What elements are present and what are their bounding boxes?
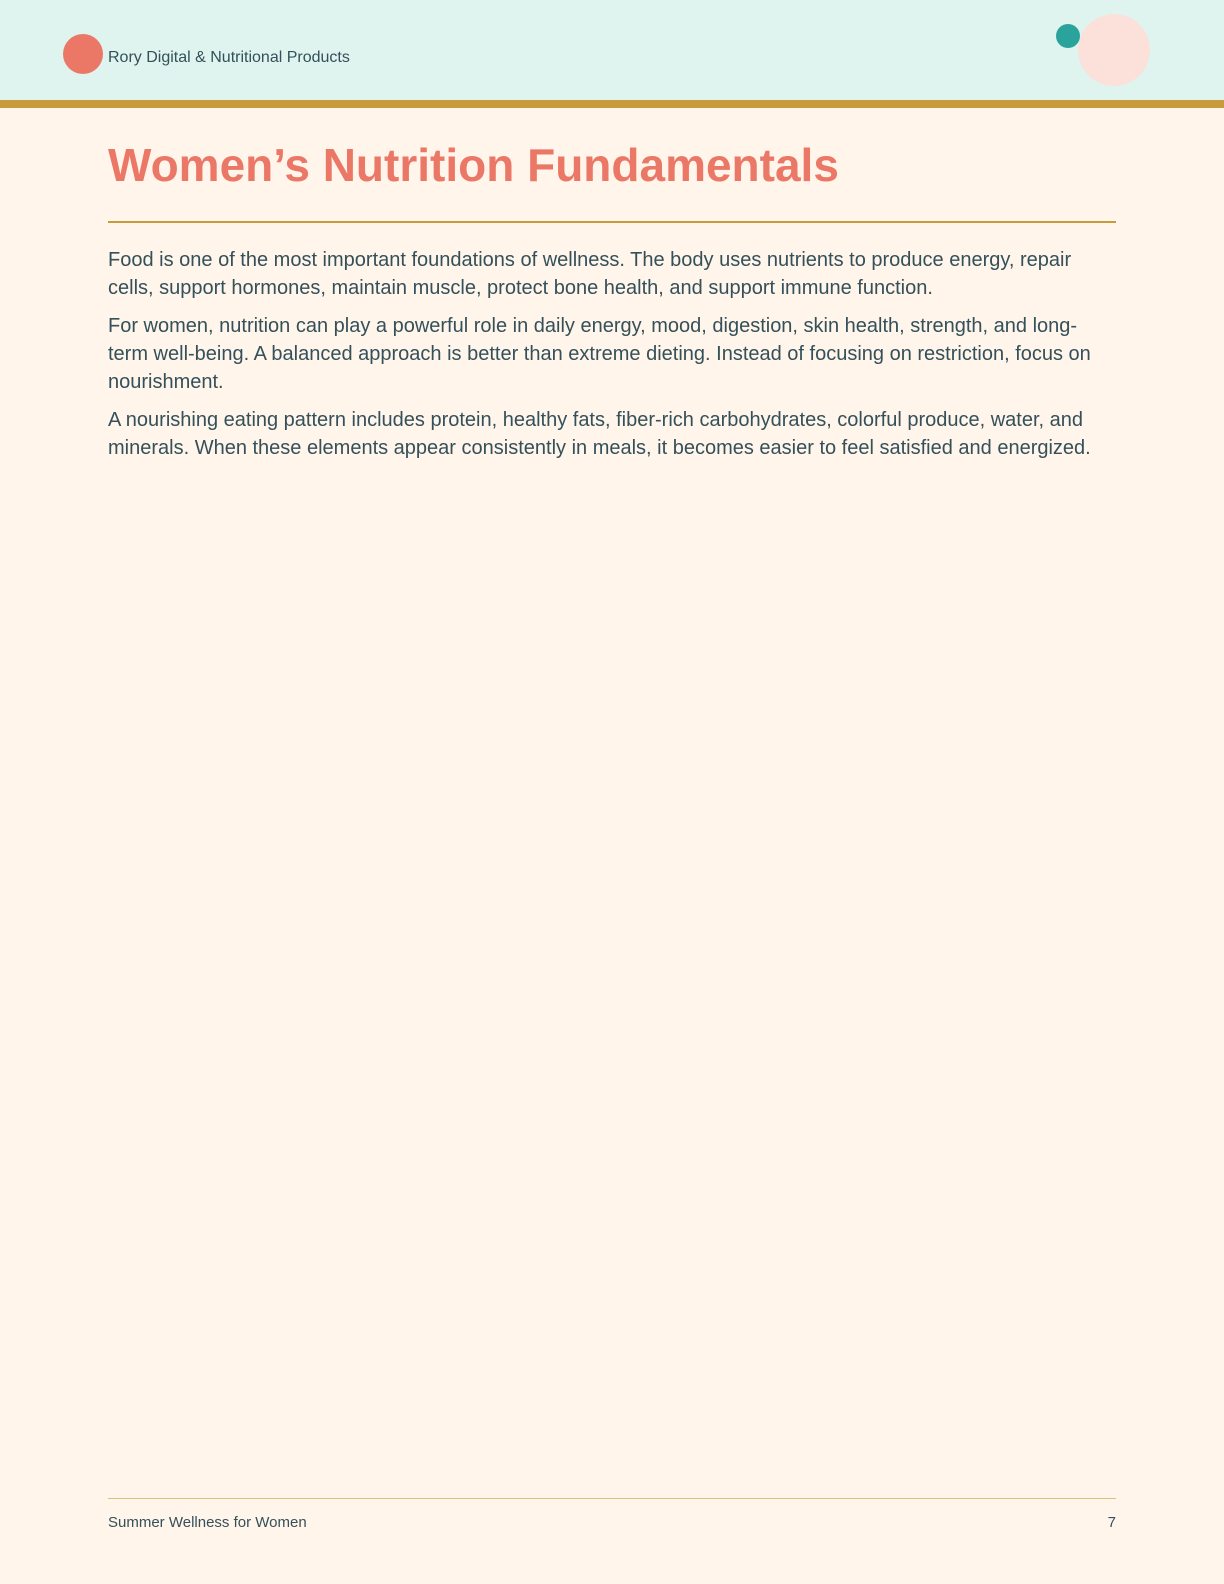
brand-name: Rory Digital & Nutritional Products	[108, 49, 350, 66]
page-title: Women’s Nutrition Fundamentals	[108, 139, 839, 191]
decorative-circle-large	[1078, 14, 1150, 86]
paragraph: A nourishing eating pattern includes protein, healthy fats, fiber-rich carbohydrates, colorful produce, water, and minerals. When these elements appear consistently in meals, it becomes easier to feel satisfied and energized.	[108, 409, 1091, 459]
title-divider	[108, 221, 1116, 223]
footer-title: Summer Wellness for Women	[108, 1514, 307, 1531]
paragraph: For women, nutrition can play a powerful role in daily energy, mood, digestion, skin health, strength, and long-term well-being. A balanced approach is better than extreme dieting. Instead of focusing on restriction, focus on nourishment.	[108, 315, 1091, 393]
body-text	[108, 246, 1116, 472]
header-divider	[0, 100, 1224, 108]
decorative-circle-small	[1056, 24, 1080, 48]
brand-logo-dot	[63, 34, 103, 74]
page-number: 7	[1107, 1514, 1116, 1531]
footer-divider	[108, 1498, 1116, 1499]
paragraph: Food is one of the most important foundations of wellness. The body uses nutrients to produce energy, repair cells, support hormones, maintain muscle, protect bone health, and support immune function.	[108, 249, 1072, 299]
